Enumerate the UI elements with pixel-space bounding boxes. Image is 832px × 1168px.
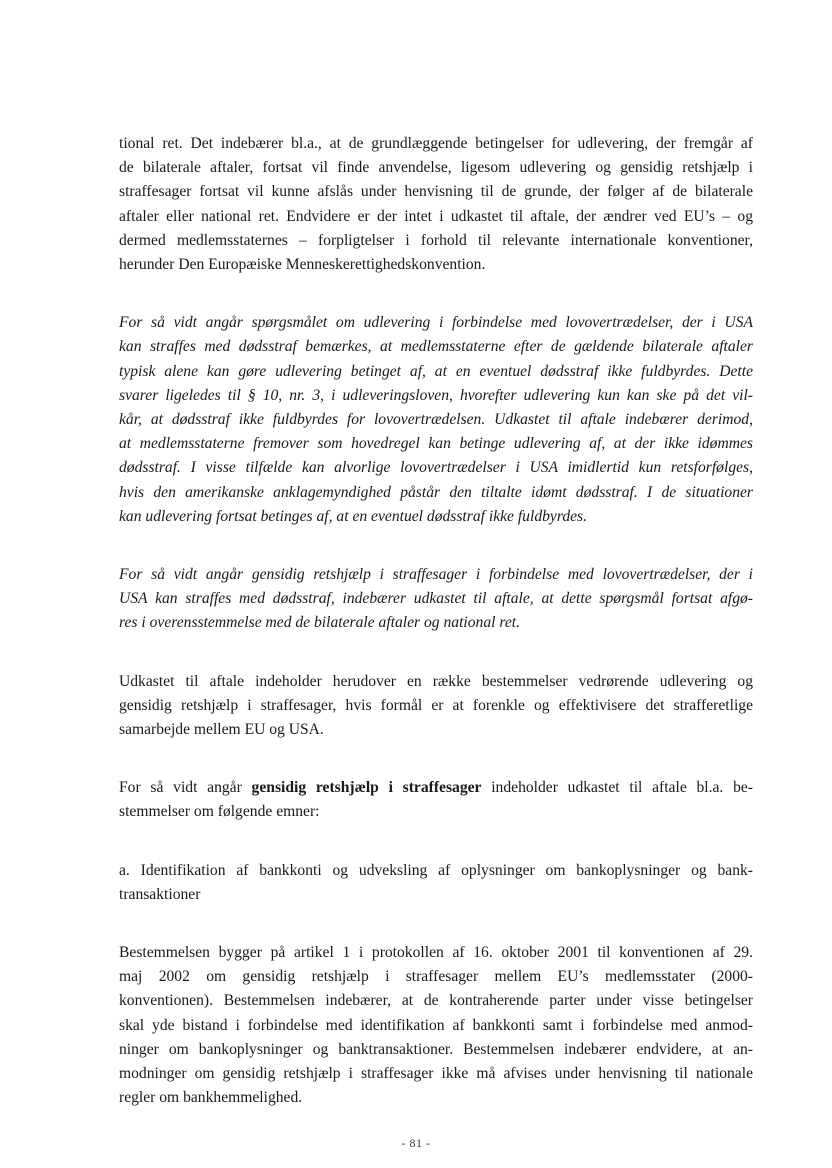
paragraph — [119, 776, 753, 824]
text-line: skal yde bistand i forbindelse med identifikation af bankkonti samt i forbindelse med anmod- — [119, 1016, 753, 1034]
text-line: For så vidt angår spørgsmålet om udlevering i forbindelse med lovovertrædelser, der i USA — [119, 314, 753, 332]
text-line: stemmelser om følgende emner: — [119, 803, 320, 821]
text-line: Udkastet til aftale indeholder herudover en række bestemmelser vedrørende udlevering og — [119, 672, 753, 690]
text-line: modninger om gensidig retshjælp i straffesager ikke må afvises under henvisning til nationale — [119, 1065, 753, 1083]
page-number: - 81 - — [401, 1136, 431, 1150]
text-line: kan straffes med dødsstraf bemærkes, at medlemsstaterne efter de gældende bilaterale aftaler — [119, 338, 753, 356]
text-line: gensidig retshjælp i straffesager, hvis formål er at forenkle og effektivisere det strafferetlige — [119, 696, 753, 714]
text-line: ninger om bankoplysninger og banktransaktioner. Bestemmelsen indebærer endvidere, at an- — [119, 1040, 753, 1058]
text-line: straffesager fortsat vil kunne afslås under henvisning til de grunde, der følger af de bilaterale — [119, 183, 753, 201]
text-line: regler om bankhemmelighed. — [119, 1089, 303, 1107]
paragraph — [119, 311, 753, 529]
text-line: For så vidt angår gensidig retshjælp i straffesager indeholder udkastet til aftale bl.a. be- — [119, 779, 753, 797]
text-line: aftaler eller national ret. Endvidere er der intet i udkastet til aftale, der ændrer ved EU’s – og — [119, 207, 753, 225]
text-line: kår, at dødsstraf ikke fuldbyrdes for lovovertrædelsen. Udkastet til aftale indebærer derimod, — [119, 411, 753, 429]
text-line: Bestemmelsen bygger på artikel 1 i protokollen af 16. oktober 2001 til konventionen af 29. — [119, 944, 753, 962]
text-line: svarer ligeledes til § 10, nr. 3, i udleveringsloven, hvorefter udlevering kun kan ske på det vil- — [119, 386, 753, 404]
text-line: konventionen). Bestemmelsen indebærer, at de kontraherende parter under visse betingelser — [119, 992, 753, 1010]
text-line: USA kan straffes med dødsstraf, indebærer udkastet til aftale, at dette spørgsmål fortsat afgø- — [119, 590, 753, 608]
paragraph — [119, 563, 753, 636]
text-line: samarbejde mellem EU og USA. — [119, 721, 324, 739]
text-line: kan udlevering fortsat betinges af, at en eventuel dødsstraf ikke fuldbyrdes. — [119, 507, 588, 525]
text-line: a. Identifikation af bankkonti og udveksling af oplysninger om bankoplysninger og bank- — [119, 861, 753, 879]
paragraph — [119, 859, 753, 907]
text-line: dødsstraf. I visse tilfælde kan alvorlige lovovertrædelser i USA imidlertid kun retsforfølges, — [119, 459, 753, 477]
text-line: hvis den amerikanske anklagemyndighed påstår den tiltalte idømt dødsstraf. I de situationer — [119, 483, 753, 501]
bold-phrase: gensidig retshjælp i straffesager — [251, 779, 482, 797]
paragraph — [119, 670, 753, 743]
text-line: dermed medlemsstaternes – forpligtelser i forhold til relevante internationale konventioner, — [119, 231, 753, 249]
paragraph — [119, 132, 753, 277]
text-line: For så vidt angår gensidig retshjælp i straffesager i forbindelse med lovovertrædelser, der i — [119, 566, 753, 584]
text-line: typisk alene kan gøre udlevering betinget af, at en eventuel dødsstraf ikke fuldbyrdes. Dette — [119, 362, 753, 380]
text-line: maj 2002 om gensidig retshjælp i straffesager mellem EU’s medlemsstater (2000- — [119, 968, 753, 986]
text-line: at medlemsstaterne fremover som hovedregel kan betinge udlevering af, at der ikke idømmes — [119, 435, 753, 453]
paragraph — [119, 941, 753, 1110]
text-line: herunder Den Europæiske Menneskerettighedskonvention. — [119, 256, 486, 274]
text-line: transaktioner — [119, 885, 201, 903]
text-line: tional ret. Det indebærer bl.a., at de grundlæggende betingelser for udlevering, der fremgår af — [119, 135, 753, 152]
text-line: res i overensstemmelse med de bilaterale aftaler og national ret. — [119, 614, 521, 632]
document-body — [119, 132, 753, 1145]
text-line: de bilaterale aftaler, fortsat vil finde anvendelse, ligesom udlevering og gensidig retshjælp i — [119, 159, 753, 177]
